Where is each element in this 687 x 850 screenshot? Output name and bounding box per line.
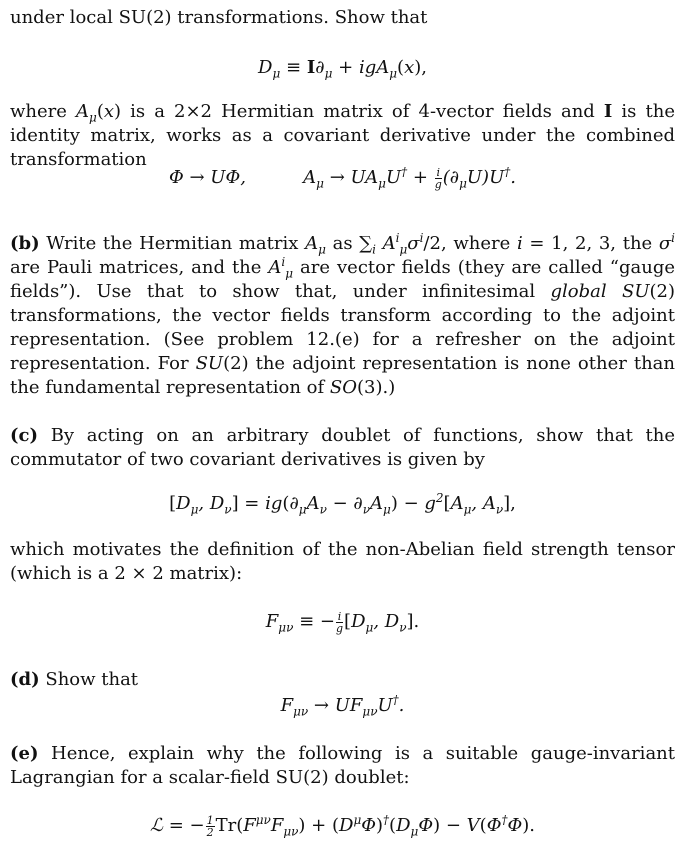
part-c-after — [10, 538, 675, 586]
part-e — [10, 742, 675, 790]
part-d-text: Show that — [45, 669, 139, 690]
intro-line — [10, 6, 675, 30]
part-c-label: (c) — [10, 425, 38, 446]
equation-gauge-transformation: Φ → UΦ, $A_\mu \to UA_\mu U^\dagger$ + $\frac{i}{g}$ $(\partial_\mu U)U^\dagger$. — [168, 165, 516, 191]
part-c-after-text: which motivates the definition of the non-Abelian field strength tensor (which is a 2 × 2 matrix): — [10, 539, 675, 584]
intro-paragraph: where $A_\mu(x)$ is a 2×2 Hermitian matrix of 4-vector fields and I is the identity matrix, works as a covariant derivative under the combined transformation — [10, 101, 675, 170]
equation-commutator: [$D_\mu$, $D_\nu] = ig(\partial_\mu A_\nu - \partial_\nu A_\mu) - g^2[A_\mu$, $A_\nu$], — [169, 491, 516, 517]
part-e-label: (e) — [10, 743, 39, 764]
part-b: (b) Write the Hermitian matrix $A_\mu$ as $\sum_i$ $A^i_\mu\sigma^i/2$, where i = 1, 2, 3, the $\sigma^i$ are Pauli matrices, and the $A^i_\mu$ are vector fields (they are called “gauge fields”). Use that to show that, under infinitesimal global SU(2) transformations, the vector fields transform according to the adjoint representation. (See problem 12.(e) for a refresher on the adjoint representation. For SU(2) the adjoint representation is none other than the fundamental representation of SO(3).) — [10, 231, 676, 398]
equation-field-strength: $F_{\mu\nu}$ ≡ − $\frac{i}{g}$ [$D_\mu$, $D_\nu$]. — [265, 609, 420, 635]
part-e-text: Hence, explain why the following is a suitable gauge-invariant Lagrangian for a scalar-field SU(2) doublet: — [10, 743, 675, 788]
equation-field-strength-transform: $F_{\mu\nu} \to UF_{\mu\nu}U^\dagger$. — [280, 693, 405, 719]
part-d — [10, 668, 675, 692]
part-b-label: (b) — [10, 233, 40, 254]
equation-lagrangian: ℒ = − $\frac{1}{2}$ $Tr(F^{\mu\nu}F_{\mu\nu}) + (D^\mu\Phi)^\dagger(D_\mu\Phi) - V(\Phi^\dagger\Phi)$. — [150, 813, 535, 839]
part-c-text: By acting on an arbitrary doublet of functions, show that the commutator of two covariant derivatives is given by — [10, 425, 675, 470]
intro-text: under local SU(2) transformations. Show that — [10, 7, 428, 28]
part-d-label: (d) — [10, 669, 40, 690]
part-c — [10, 424, 675, 472]
equation-covariant-derivative: $D_\mu \equiv I\partial_\mu + igA_\mu(x)$, — [258, 57, 427, 81]
